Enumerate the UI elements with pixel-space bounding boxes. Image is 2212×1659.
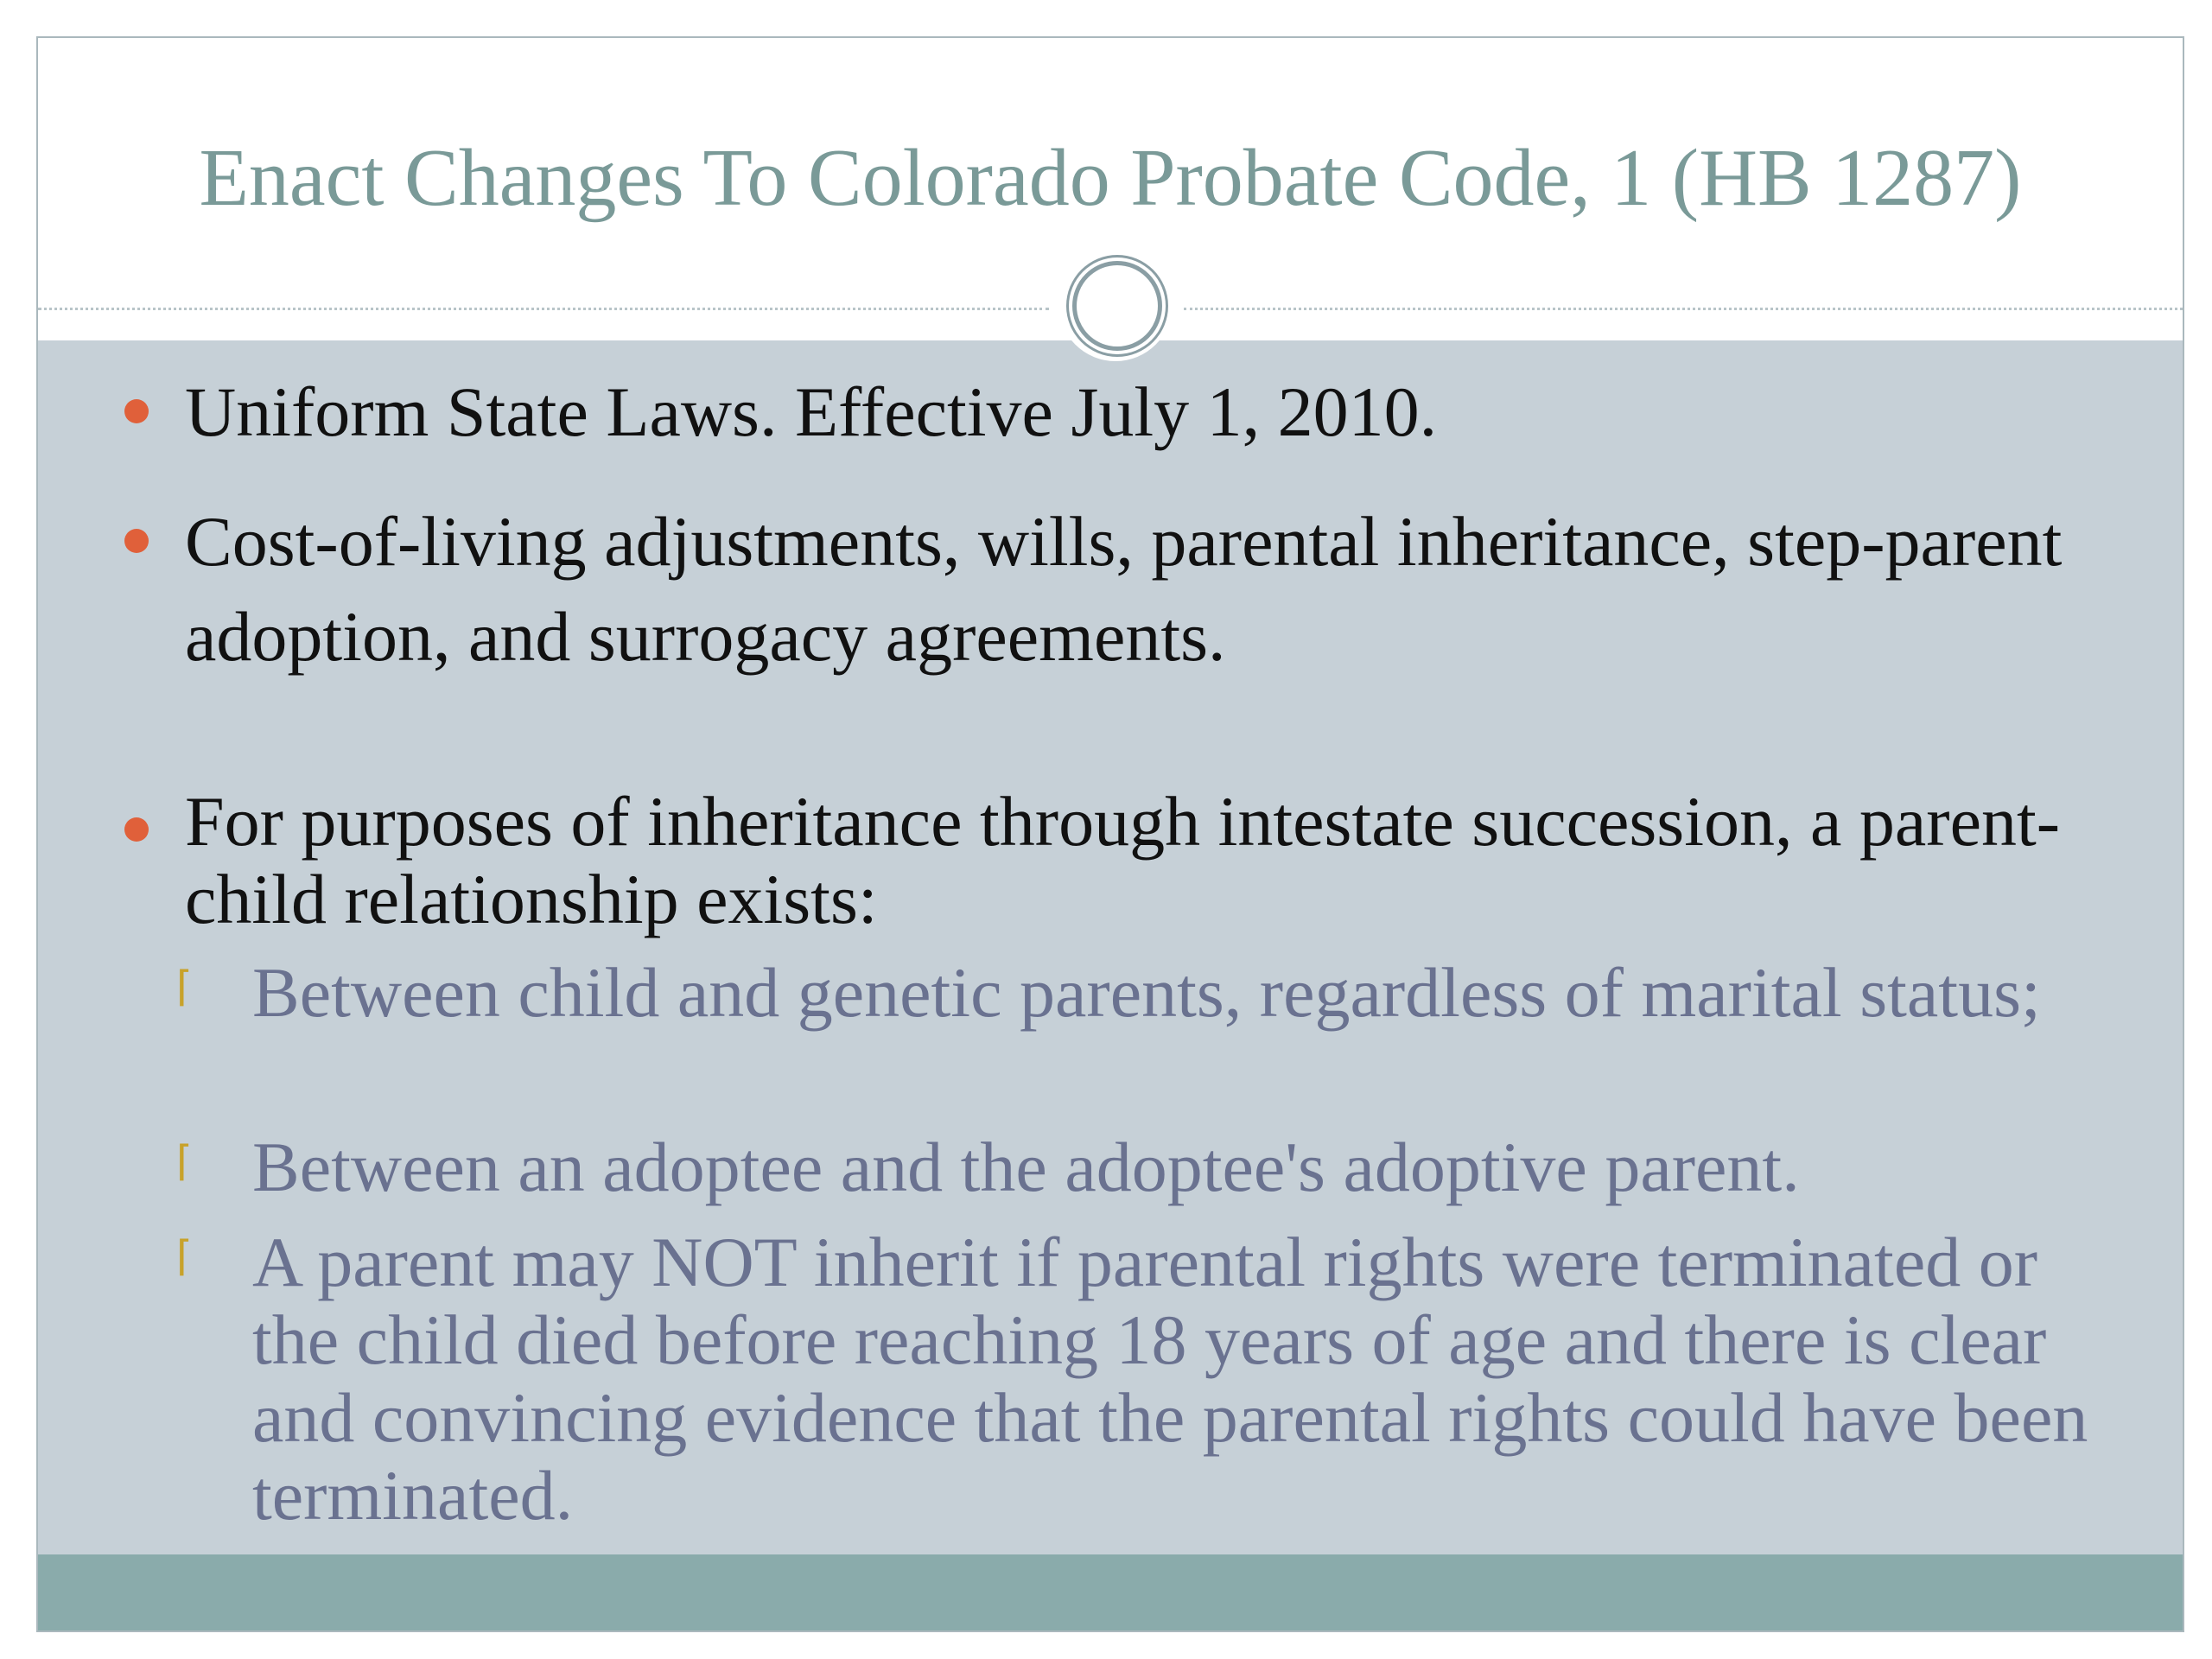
bullet-item: For purposes of inheritance through intestate succession, a parent-child relationship exists: (185, 782, 2061, 938)
sub-bullet-mark-icon: ⌈ (176, 1232, 193, 1281)
bullet-dot-icon (124, 529, 149, 553)
divider-ornament (1058, 247, 1173, 361)
sub-bullet-item: Between child and genetic parents, regardless of marital status; (252, 953, 2041, 1032)
sub-bullet-item: Between an adoptee and the adoptee's adoptive parent. (252, 1128, 1800, 1206)
slide (36, 36, 2184, 1632)
sub-bullet-mark-icon: ⌈ (176, 963, 193, 1011)
ring-icon (1072, 261, 1162, 351)
sub-bullet-item: A parent may NOT inherit if parental rights were terminated or the child died before reaching 18 years of age and there is clear and convincing evidence that the parental rights could have been terminated. (252, 1223, 2088, 1535)
title-divider-left (38, 308, 1049, 310)
sub-bullet-mark-icon: ⌈ (176, 1137, 193, 1185)
bullet-dot-icon (124, 817, 149, 842)
content-area (38, 340, 2183, 1554)
footer-band (38, 1554, 2183, 1630)
title-divider-right (1184, 308, 2183, 310)
bullet-dot-icon (124, 399, 149, 423)
slide-title: Enact Changes To Colorado Probate Code, 1 (HB 1287) (199, 133, 2022, 223)
bullet-item: Cost-of-living adjustments, wills, parental inheritance, step-parent adoption, and surrogacy agreements. (185, 502, 2063, 676)
bullet-item: Uniform State Laws. Effective July 1, 2010. (185, 372, 1438, 451)
